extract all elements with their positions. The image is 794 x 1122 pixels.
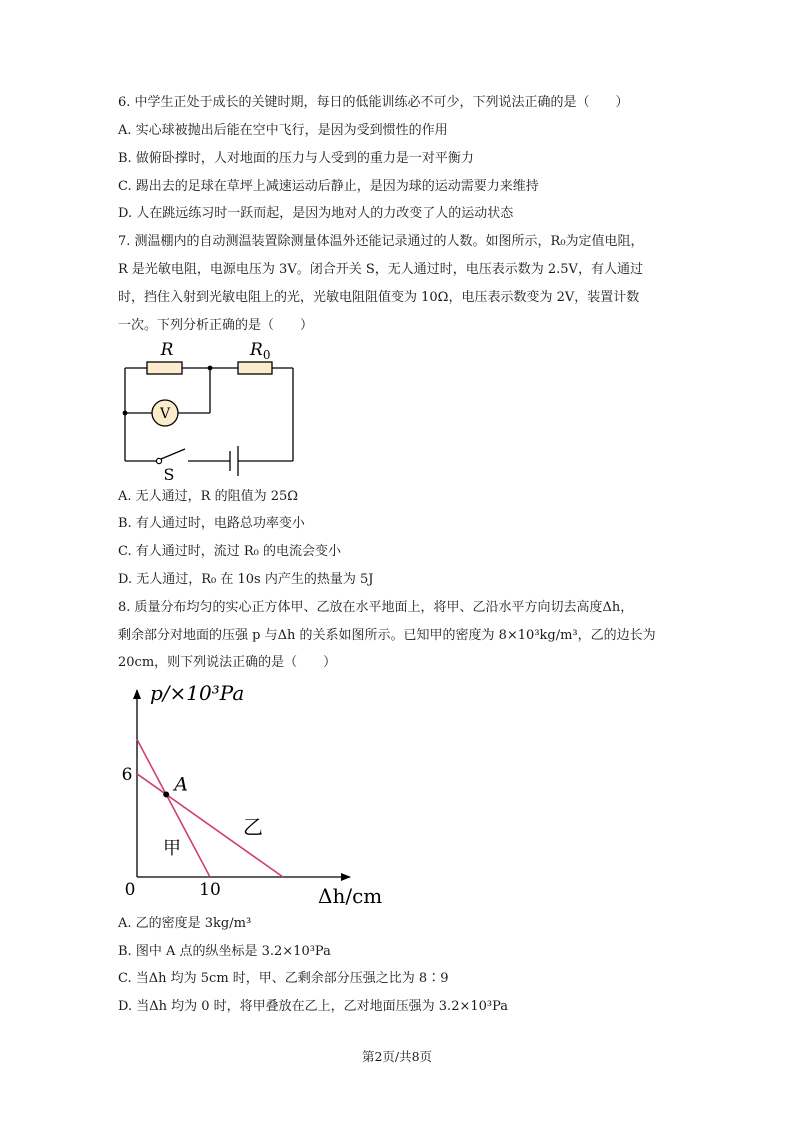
point-a-dot	[163, 791, 169, 797]
q7-option-a: A. 无人通过，R 的阻值为 25Ω	[118, 489, 299, 504]
page-number: 第2页/共8页	[361, 1049, 433, 1064]
q8-option-c: C. 当Δh 均为 5cm 时，甲、乙剩余部分压强之比为 8∶9	[118, 971, 449, 986]
q7-option-d: D. 无人通过，R₀ 在 10s 内产生的热量为 5J	[118, 572, 374, 587]
q7-stem-line-4: 一次。下列分析正确的是（ ）	[118, 318, 314, 333]
q7-option-c: C. 有人通过时，流过 R₀ 的电流会变小	[118, 544, 342, 559]
q8-stem-line-3: 20cm，则下列说法正确的是（ ）	[118, 655, 337, 670]
q6-option-b: B. 做俯卧撑时，人对地面的压力与人受到的重力是一对平衡力	[118, 151, 474, 166]
point-a-label: A	[174, 773, 188, 796]
y-axis-label: p/×10³Pa	[150, 681, 245, 705]
x-tick-label: 10	[199, 880, 221, 900]
q6-option-c: C. 踢出去的足球在草坪上减速运动后静止，是因为球的运动需要力来维持	[118, 179, 539, 194]
q6-stem: 6. 中学生正处于成长的关键时期，每日的低能训练必不可少，下列说法正确的是（ ）	[118, 95, 629, 110]
q7-stem-line-3: 时，挡住入射到光敏电阻上的光，光敏电阻阻值变为 10Ω，电压表示数变为 2V，装置计数	[118, 290, 640, 305]
q8-option-a: A. 乙的密度是 3kg/m³	[118, 916, 252, 931]
q8-stem-line-2: 剩余部分对地面的压强 p 与Δh 的关系如图所示。已知甲的密度为 8×10³kg/m³，乙的边长为	[118, 628, 656, 643]
resistor-r0-label: $R_0$	[250, 340, 271, 362]
x-tick-label: 0	[124, 880, 136, 900]
q6-option-a: A. 实心球被抛出后能在空中飞行，是因为受到惯性的作用	[118, 123, 448, 138]
q6-option-d: D. 人在跳远练习时一跃而起，是因为地对人的力改变了人的运动状态	[118, 206, 514, 221]
y-tick-label: 6	[121, 764, 133, 785]
q8-option-b: B. 图中 A 点的纵坐标是 3.2×10³Pa	[118, 944, 331, 959]
q7-option-b: B. 有人通过时，电路总功率变小	[118, 516, 305, 531]
series-label-yi: 乙	[243, 815, 263, 839]
q7-stem-line-2: R 是光敏电阻，电源电压为 3V。闭合开关 S，无人通过时，电压表示数为 2.5V，有人通过	[118, 262, 643, 277]
q7-stem-line-1: 7. 测温棚内的自动测温装置除测量体温外还能记录通过的人数。如图所示，R₀为定值电阻，	[118, 234, 644, 249]
x-axis-label: Δh/cm	[318, 884, 383, 908]
resistor-r-label: R	[160, 340, 174, 360]
voltmeter-label: V	[159, 406, 171, 422]
switch-label: S	[163, 465, 175, 484]
series-label-jia: 甲	[163, 838, 181, 859]
q8-option-d: D. 当Δh 均为 0 时，将甲叠放在乙上，乙对地面压强为 3.2×10³Pa	[118, 999, 509, 1014]
q8-stem-line-1: 8. 质量分布均匀的实心正方体甲、乙放在水平地面上，将甲、乙沿水平方向切去高度Δh，	[118, 600, 634, 615]
